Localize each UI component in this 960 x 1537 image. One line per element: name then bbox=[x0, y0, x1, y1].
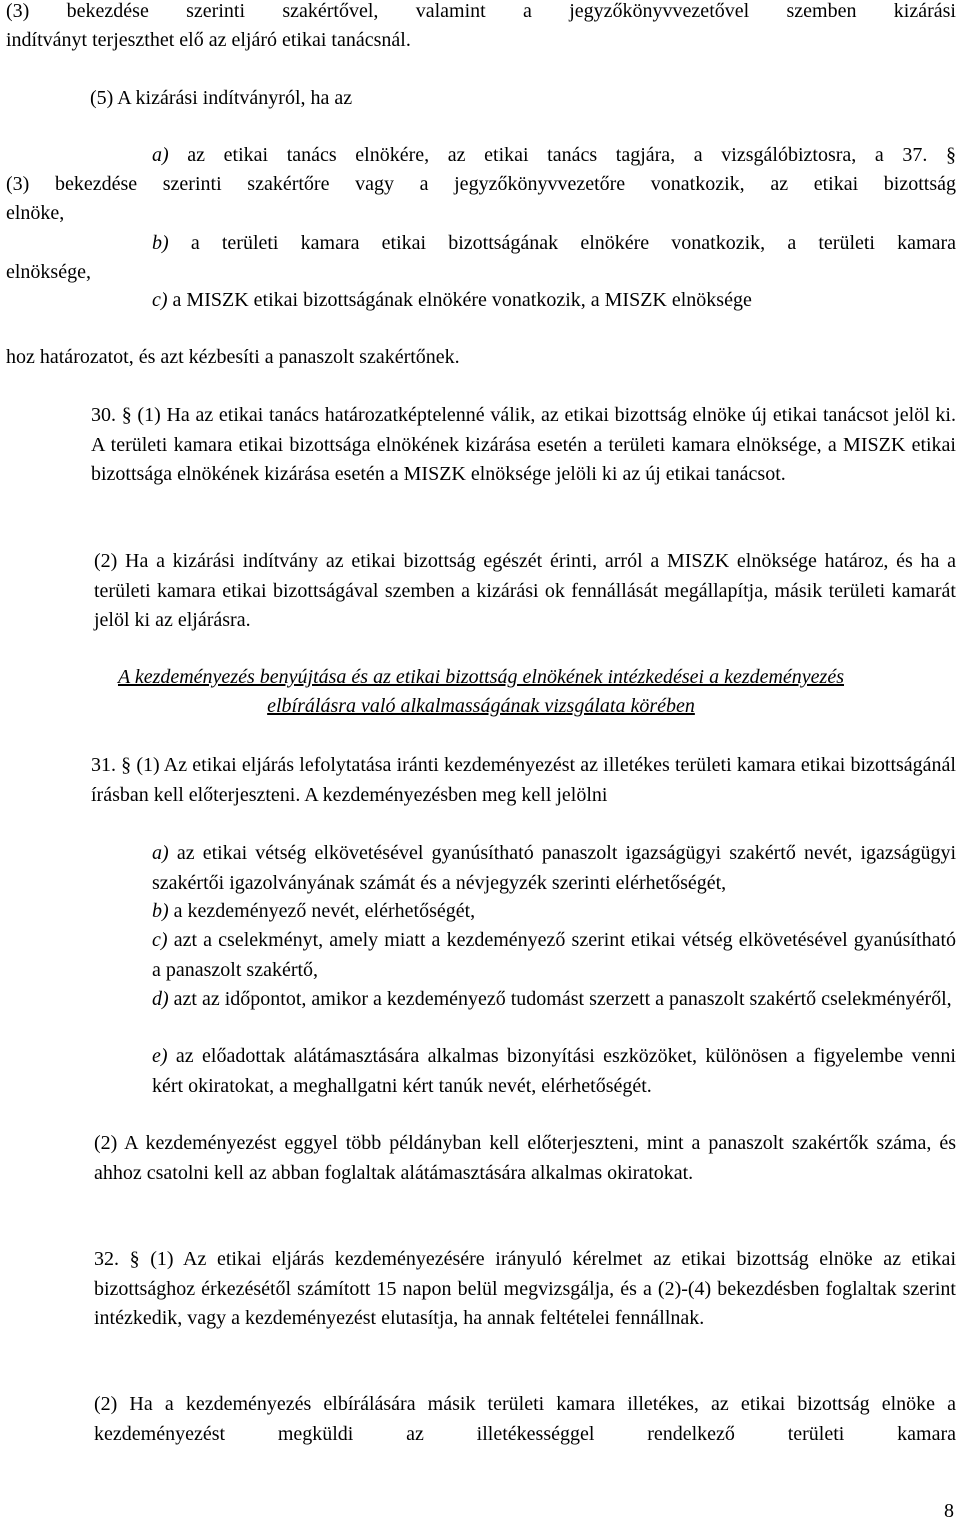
paragraph-5-a-line3: elnöke, bbox=[6, 202, 65, 224]
paragraph-5-c bbox=[6, 286, 956, 316]
paragraph-top-line2: indítványt terjeszthet elő az eljáró etikai tanácsnál. bbox=[6, 29, 411, 51]
item-text: a MISZK etikai bizottságának elnökére vonatkozik, a MISZK elnöksége bbox=[167, 289, 752, 311]
section-31-paragraph-1: 31. § (1) Az etikai eljárás lefolytatása iránti kezdeményezést az illetékes területi kamara etikai bizottságánál írásban kell előterjeszteni. A kezdeményezésben meg kell jelölni bbox=[91, 754, 956, 806]
item-text: az előadottak alátámasztására alkalmas bizonyítási eszközöket, különösen a figyelembe venni kért okiratokat, a meghallgatni kért tanúk nevét, elérhetőségét. bbox=[152, 1045, 956, 1097]
item-letter: c) bbox=[152, 289, 168, 311]
section-32-paragraph-2: (2) Ha a kezdeményezés elbírálására másik területi kamara illetékes, az etikai bizottság elnöke a kezdeményezést megküldi az illetékességgel rendelkező területi kamara bbox=[94, 1393, 956, 1445]
paragraph-5-closing: hoz határozatot, és azt kézbesíti a panaszolt szakértőnek. bbox=[6, 346, 460, 368]
item-text: azt a cselekményt, amely miatt a kezdeményező szerint etikai vétség elkövetésével gyanúsítható a panaszolt szakértő, bbox=[152, 929, 956, 981]
item-letter: a) bbox=[152, 842, 169, 864]
section-31-item-e bbox=[6, 1042, 956, 1101]
section-32-paragraph-1: 32. § (1) Az etikai eljárás kezdeményezésére irányuló kérelmet az etikai bizottság elnöke az etikai bizottsághoz érkezésétől számított 15 napon belül megvizsgálja, és a (2)-(4) bekezdésben foglaltak szerint intézkedik, vagy a kezdeményezést elutasítja, ha annak feltételei fennállnak. bbox=[94, 1248, 956, 1329]
paragraph-5-b-line1 bbox=[6, 229, 956, 259]
item-letter: e) bbox=[152, 1045, 168, 1067]
section-heading-line2: elbírálásra való alkalmasságának vizsgálata körében bbox=[267, 695, 695, 717]
section-31-item-c bbox=[6, 926, 956, 985]
paragraph-5-a-line2: (3) bekezdése szerinti szakértőre vagy a jegyzőkönyvvezetőre vonatkozik, az etikai bizottság bbox=[6, 173, 956, 195]
item-letter: b) bbox=[152, 232, 169, 254]
paragraph-top-line1: (3) bekezdése szerinti szakértővel, valamint a jegyzőkönyvvezetővel szemben kizárási bbox=[6, 0, 956, 22]
section-31-item-b bbox=[6, 897, 956, 927]
section-31-item-d bbox=[6, 985, 956, 1015]
section-30-paragraph-2: (2) Ha a kizárási indítvány az etikai bizottság egészét érinti, arról a MISZK elnöksége határoz, és ha a területi kamara etikai bizottságával szemben a kizárási ok fennállását megállapítja, másik területi kamarát jelöl ki az eljárásra. bbox=[94, 550, 956, 631]
item-letter: a) bbox=[152, 144, 169, 166]
section-31-item-a bbox=[6, 839, 956, 898]
item-letter: b) bbox=[152, 900, 169, 922]
item-text: a területi kamara etikai bizottságának elnökére vonatkozik, a területi kamara bbox=[168, 232, 956, 254]
section-30-paragraph-1: 30. § (1) Ha az etikai tanács határozatképtelenné válik, az etikai bizottság elnöke új etikai tanácsot jelöl ki. A területi kamara etikai bizottsága elnökének kizárása esetén a területi kamara elnöksége, a MISZK etikai bizottsága elnökének kizárása esetén a MISZK elnöksége jelöli ki az új etikai tanácsot. bbox=[91, 404, 956, 485]
paragraph-5-intro: (5) A kizárási indítványról, ha az bbox=[90, 87, 353, 109]
item-text: az etikai tanács elnökére, az etikai tanács tagjára, a vizsgálóbiztosra, a 37. § bbox=[168, 144, 956, 166]
item-text: a kezdeményező nevét, elérhetőségét, bbox=[168, 900, 476, 922]
item-letter: c) bbox=[152, 929, 168, 951]
section-31-paragraph-2: (2) A kezdeményezést eggyel több példányban kell előterjeszteni, mint a panaszolt szakértők száma, és ahhoz csatolni kell az abban foglaltak alátámasztására alkalmas okiratokat. bbox=[94, 1132, 956, 1184]
paragraph-5-a-line1 bbox=[6, 141, 956, 171]
section-heading-line1: A kezdeményezés benyújtása és az etikai bizottság elnökének intézkedései a kezdeményezés bbox=[117, 666, 845, 688]
page-number: 8 bbox=[944, 1500, 954, 1522]
paragraph-5-b-line2: elnöksége, bbox=[6, 261, 91, 283]
item-text: azt az időpontot, amikor a kezdeményező tudomást szerzett a panaszolt szakértő cselekményéről, bbox=[168, 988, 952, 1010]
item-text: az etikai vétség elkövetésével gyanúsítható panaszolt igazságügyi szakértő nevét, igazságügyi szakértői igazolványának számát és a névjegyzék szerinti elérhetőségét, bbox=[152, 842, 956, 894]
item-letter: d) bbox=[152, 988, 169, 1010]
